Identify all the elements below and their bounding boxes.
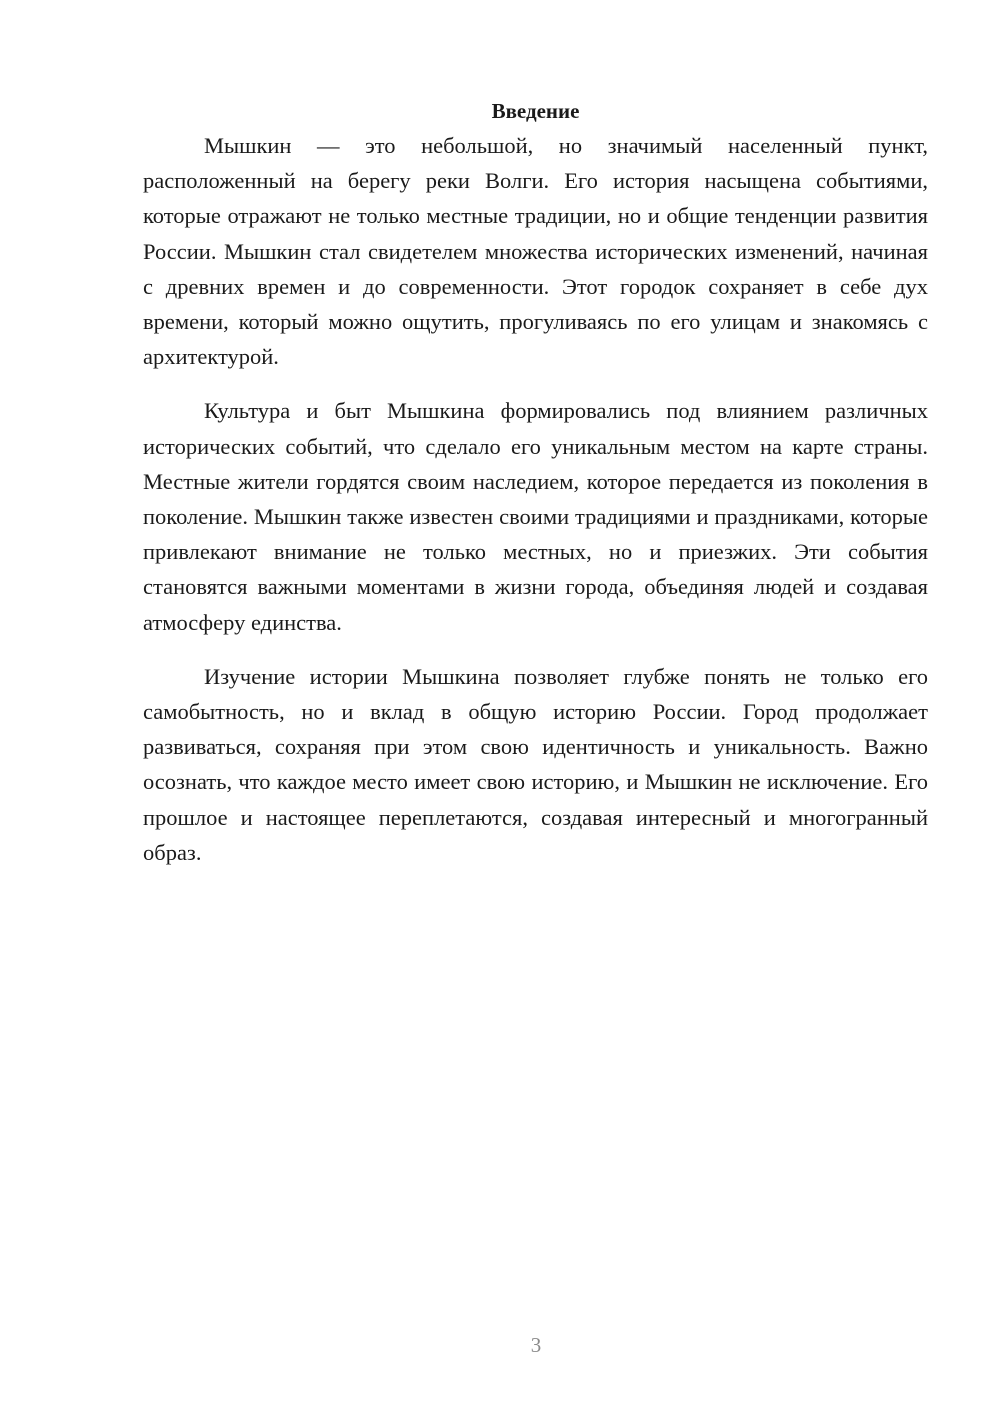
- page-number: 3: [530, 1333, 542, 1357]
- paragraph-2: Культура и быт Мышкина формировались под влиянием различных исторических событий, что сделало его уникальным местом на карте страны. Местные жители гордятся своим наследием, которое передается из поколения в поколение. Мышкин также известен своими традициями и праздниками, которые привлекают внимание не только местных, но и приезжих. Эти события становятся важными моментами в жизни города, объединяя людей и создавая атмосферу единства.: [143, 398, 928, 635]
- section-title: Введение: [491, 99, 580, 123]
- page-content: [143, 95, 928, 870]
- paragraph-1: Мышкин — это небольшой, но значимый населенный пункт, расположенный на берегу реки Волги. Его история насыщена событиями, которые отражают не только местные традиции, но и общие тенденции развития России. Мышкин стал свидетелем множества исторических изменений, начиная с древних времен и до современности. Этот городок сохраняет в себе дух времени, который можно ощутить, прогуливаясь по его улицам и знакомясь с архитектурой.: [143, 133, 928, 370]
- paragraph-3: Изучение истории Мышкина позволяет глубже понять не только его самобытность, но и вклад в общую историю России. Город продолжает развиваться, сохраняя при этом свою идентичность и уникальность. Важно осознать, что каждое место имеет свою историю, и Мышкин не исключение. Его прошлое и настоящее переплетаются, создавая интересный и многогранный образ.: [143, 663, 928, 865]
